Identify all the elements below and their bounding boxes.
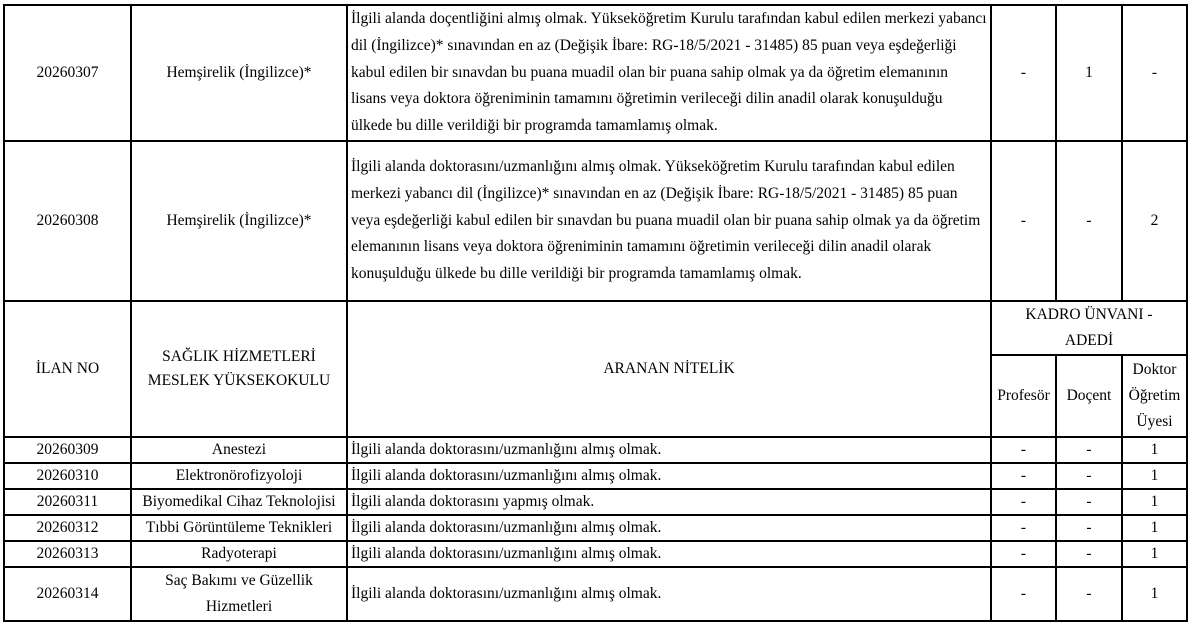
table-row xyxy=(4,5,1187,141)
department-cell: Anestezi xyxy=(131,437,347,463)
professor-count-cell: - xyxy=(991,5,1056,141)
department-cell: Tıbbi Görüntüleme Teknikleri xyxy=(131,515,347,541)
ilan-no-cell: 20260314 xyxy=(4,567,131,621)
assistant-professor-count-cell: 2 xyxy=(1122,141,1187,301)
assistant-professor-count-cell: - xyxy=(1122,5,1187,141)
assistant-professor-count-cell: 1 xyxy=(1122,489,1187,515)
header-dou-line3: Üyesi xyxy=(1136,412,1173,430)
professor-count-cell: - xyxy=(991,489,1056,515)
header-kadro-line2: ADEDİ xyxy=(1064,331,1114,349)
professor-count-cell: - xyxy=(991,515,1056,541)
qualification-cell: İlgili alanda doktorasını/uzmanlığını almış olmak. Yükseköğretim Kurulu tarafından kabul edilen merkezi yabancı dil (İngilizce)* sınavından en az (Değişik İbare: RG-18/5/2021 - 31485) 85 puan veya eşdeğerliği kabul edilen bir sınavdan bu puana muadil olan bir puana sahip olmak ya da öğretim elemanının lisans veya doktora öğreniminin tamamını öğretimin verileceği dilin anadil olarak konuşulduğu ülkede bu dille verildiği bir programda tamamlamış olmak. xyxy=(347,141,991,301)
table-row xyxy=(4,141,1187,301)
assistant-professor-count-cell: 1 xyxy=(1122,515,1187,541)
assistant-professor-count-cell: 1 xyxy=(1122,567,1187,621)
professor-count-cell: - xyxy=(991,567,1056,621)
associate-professor-count-cell: 1 xyxy=(1056,5,1122,141)
professor-count-cell: - xyxy=(991,141,1056,301)
header-school-name xyxy=(131,301,347,437)
qualification-cell: İlgili alanda doktorasını/uzmanlığını almış olmak. xyxy=(347,541,991,567)
header-professor: Profesör xyxy=(991,355,1056,437)
professor-count-cell: - xyxy=(991,463,1056,489)
qualification-cell: İlgili alanda doktorasını/uzmanlığını almış olmak. xyxy=(347,463,991,489)
ilan-no-cell: 20260308 xyxy=(4,141,131,301)
header-kadro-line1: KADRO ÜNVANI - xyxy=(1025,305,1153,323)
professor-count-cell: - xyxy=(991,437,1056,463)
ilan-no-cell: 20260310 xyxy=(4,463,131,489)
department-cell: Hemşirelik (İngilizce)* xyxy=(131,141,347,301)
ilan-no-cell: 20260312 xyxy=(4,515,131,541)
table-row xyxy=(4,567,1187,621)
associate-professor-count-cell: - xyxy=(1056,541,1122,567)
header-dou-line2: Öğretim xyxy=(1128,386,1181,404)
department-cell: Radyoterapi xyxy=(131,541,347,567)
table-row xyxy=(4,463,1187,489)
associate-professor-count-cell: - xyxy=(1056,437,1122,463)
department-cell xyxy=(131,567,347,621)
ilan-no-cell: 20260309 xyxy=(4,437,131,463)
qualification-cell: İlgili alanda doktorasını yapmış olmak. xyxy=(347,489,991,515)
header-assistant-professor xyxy=(1122,355,1187,437)
table-row xyxy=(4,541,1187,567)
department-cell: Biyomedikal Cihaz Teknolojisi xyxy=(131,489,347,515)
qualification-cell: İlgili alanda doçentliğini almış olmak. Yükseköğretim Kurulu tarafından kabul edilen merkezi yabancı dil (İngilizce)* sınavından en az (Değişik İbare: RG-18/5/2021 - 31485) 85 puan veya eşdeğerliği kabul edilen bir sınavdan bu puana muadil olan bir puana sahip olmak ya da öğretim elemanının lisans veya doktora öğreniminin tamamını öğretimin verileceği dilin anadil olarak konuşulduğu ülkede bu dille verildiği bir programda tamamlamış olmak. xyxy=(347,5,991,141)
assistant-professor-count-cell: 1 xyxy=(1122,541,1187,567)
associate-professor-count-cell: - xyxy=(1056,463,1122,489)
assistant-professor-count-cell: 1 xyxy=(1122,463,1187,489)
faculty-positions-table xyxy=(3,4,1188,622)
header-qualification: ARANAN NİTELİK xyxy=(347,301,991,437)
associate-professor-count-cell: - xyxy=(1056,489,1122,515)
professor-count-cell: - xyxy=(991,541,1056,567)
ilan-no-cell: 20260307 xyxy=(4,5,131,141)
header-associate-professor: Doçent xyxy=(1056,355,1122,437)
department-cell: Elektronörofizyoloji xyxy=(131,463,347,489)
header-dou-line1: Doktor xyxy=(1132,360,1177,378)
associate-professor-count-cell: - xyxy=(1056,567,1122,621)
header-school-line1: SAĞLIK HİZMETLERİ xyxy=(162,347,316,365)
qualification-cell: İlgili alanda doktorasını/uzmanlığını almış olmak. xyxy=(347,515,991,541)
associate-professor-count-cell: - xyxy=(1056,515,1122,541)
assistant-professor-count-cell: 1 xyxy=(1122,437,1187,463)
table-row xyxy=(4,437,1187,463)
department-line2: Hizmetleri xyxy=(205,597,273,615)
header-ilan-no: İLAN NO xyxy=(4,301,131,437)
header-position-title-count xyxy=(991,301,1187,355)
ilan-no-cell: 20260311 xyxy=(4,489,131,515)
department-cell: Hemşirelik (İngilizce)* xyxy=(131,5,347,141)
table-row xyxy=(4,489,1187,515)
qualification-cell: İlgili alanda doktorasını/uzmanlığını almış olmak. xyxy=(347,567,991,621)
section-header-row xyxy=(4,301,1187,355)
table-row xyxy=(4,515,1187,541)
ilan-no-cell: 20260313 xyxy=(4,541,131,567)
department-line1: Saç Bakımı ve Güzellik xyxy=(165,571,313,589)
header-school-line2: MESLEK YÜKSEKOKULU xyxy=(147,371,331,389)
qualification-cell: İlgili alanda doktorasını/uzmanlığını almış olmak. xyxy=(347,437,991,463)
associate-professor-count-cell: - xyxy=(1056,141,1122,301)
